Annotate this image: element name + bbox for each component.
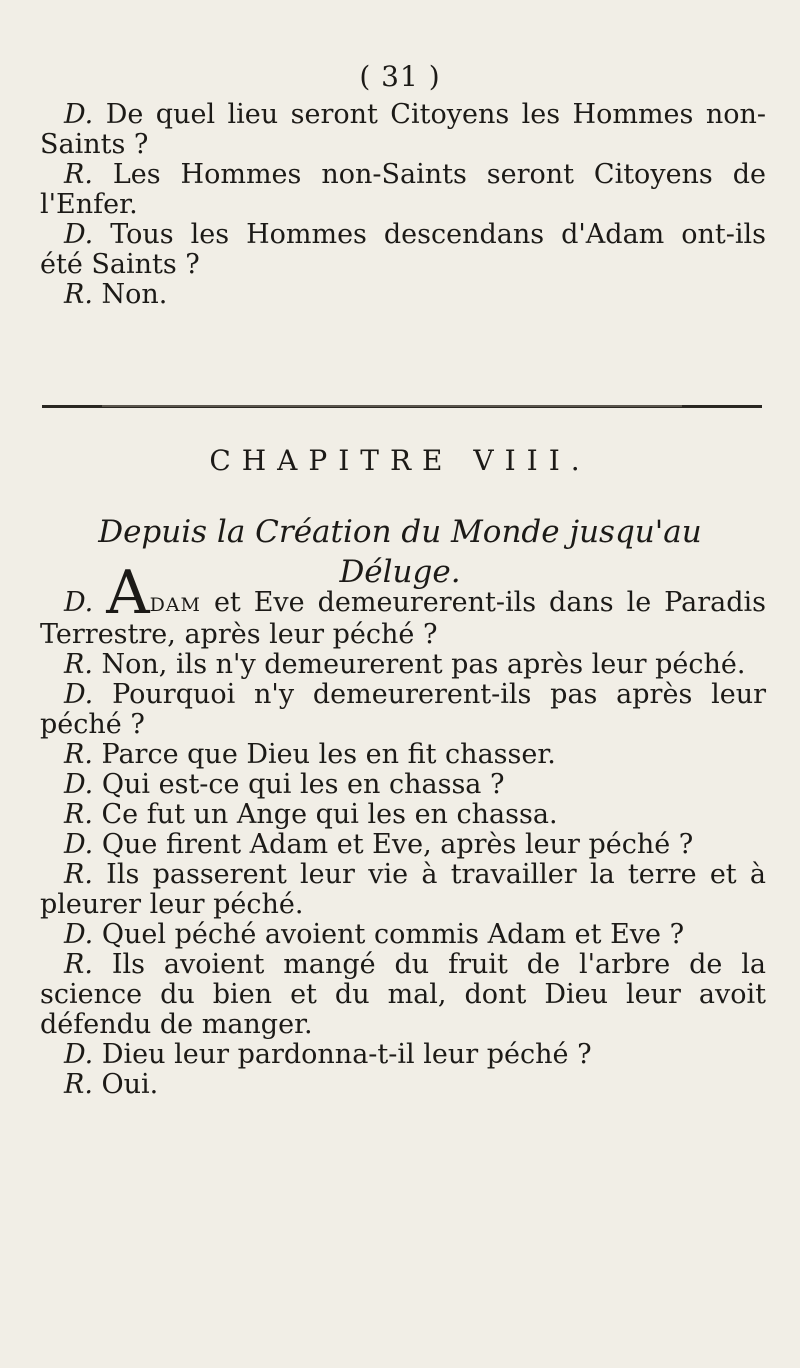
dialogue-line: D. Pourquoi n'y demeurerent-ils pas après leur péché ? (40, 679, 766, 740)
chapter-heading: CHAPITRE VIII. (209, 444, 591, 477)
dialogue-line: R. Oui. (64, 1069, 159, 1100)
page-number: ( 31 ) (359, 60, 441, 93)
dialogue-line: R. Ce fut un Ange qui les en chassa. (64, 799, 558, 830)
chapter-subtitle-line2: Déluge. (339, 554, 461, 590)
dialogue-line: R. Non, ils n'y demeurerent pas après leur péché. (64, 649, 746, 680)
dialogue-line: R. Non. (64, 279, 168, 310)
dialogue-line: D. Qui est-ce qui les en chassa ? (64, 769, 505, 800)
dialogue-line: R. Les Hommes non-Saints seront Citoyens de l'Enfer. (40, 159, 766, 220)
chapter-subtitle-line1: Depuis la Création du Monde jusqu'au (98, 514, 702, 550)
dialogue-line: D. Que firent Adam et Eve, après leur péché ? (64, 829, 694, 860)
dialogue-line: D. De quel lieu seront Citoyens les Hommes non-Saints ? (40, 99, 766, 160)
drop-cap: A (106, 558, 150, 628)
dialogue-line-first: D. ADAM et Eve demeurerent-ils dans le Paradis Terrestre, après leur péché ? (40, 558, 766, 650)
dialogue-line: D. Tous les Hommes descendans d'Adam ont-ils été Saints ? (40, 219, 766, 280)
dialogue-line: R. Ils passerent leur vie à travailler la terre et à pleurer leur péché. (40, 859, 766, 920)
dialogue-line: D. Quel péché avoient commis Adam et Eve ? (64, 919, 685, 950)
dialogue-line: R. Parce que Dieu les en fit chasser. (64, 739, 556, 770)
dialogue-block-top (40, 100, 766, 310)
section-divider-rule (42, 405, 762, 408)
dialogue-line: R. Ils avoient mangé du fruit de l'arbre de la science du bien et du mal, dont Dieu leur avoit défendu de manger. (40, 949, 766, 1040)
dialogue-line: D. Dieu leur pardonna-t-il leur péché ? (64, 1039, 592, 1070)
